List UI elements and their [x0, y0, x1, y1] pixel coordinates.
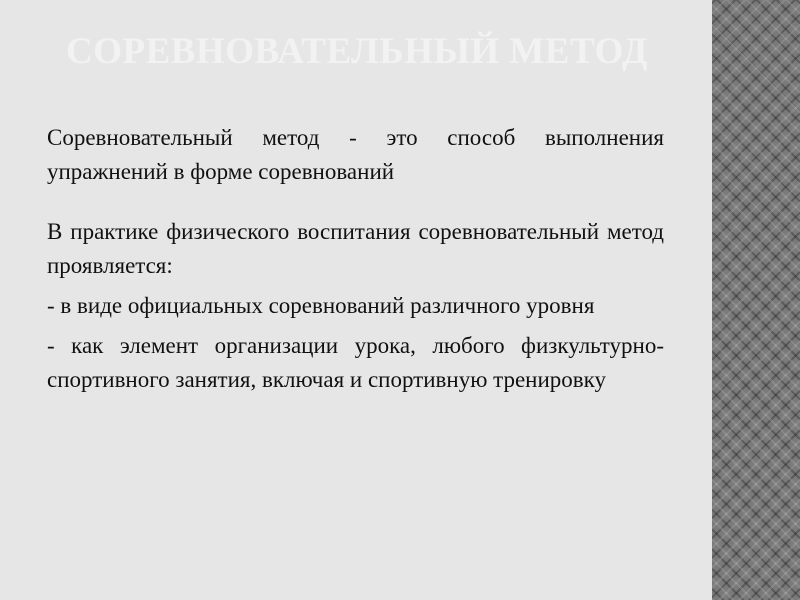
- intro-paragraph: В практике физического воспитания соревновательный метод проявляется:: [47, 219, 664, 278]
- definition-paragraph: Соревновательный метод - это способ выполнения упражнений в форме соревнований: [47, 125, 664, 184]
- bullet-item-lesson-element: - как элемент организации урока, любого физкультурно-спортивного занятия, включая и спортивную тренировку: [47, 333, 664, 392]
- slide-body: [47, 121, 664, 397]
- bullet-item-official-competitions: - в виде официальных соревнований различного уровня: [47, 293, 595, 318]
- slide-title: СОРЕВНОВАТЕЛЬНЫЙ МЕТОД: [65, 31, 649, 72]
- decorative-side-pattern: [712, 0, 800, 600]
